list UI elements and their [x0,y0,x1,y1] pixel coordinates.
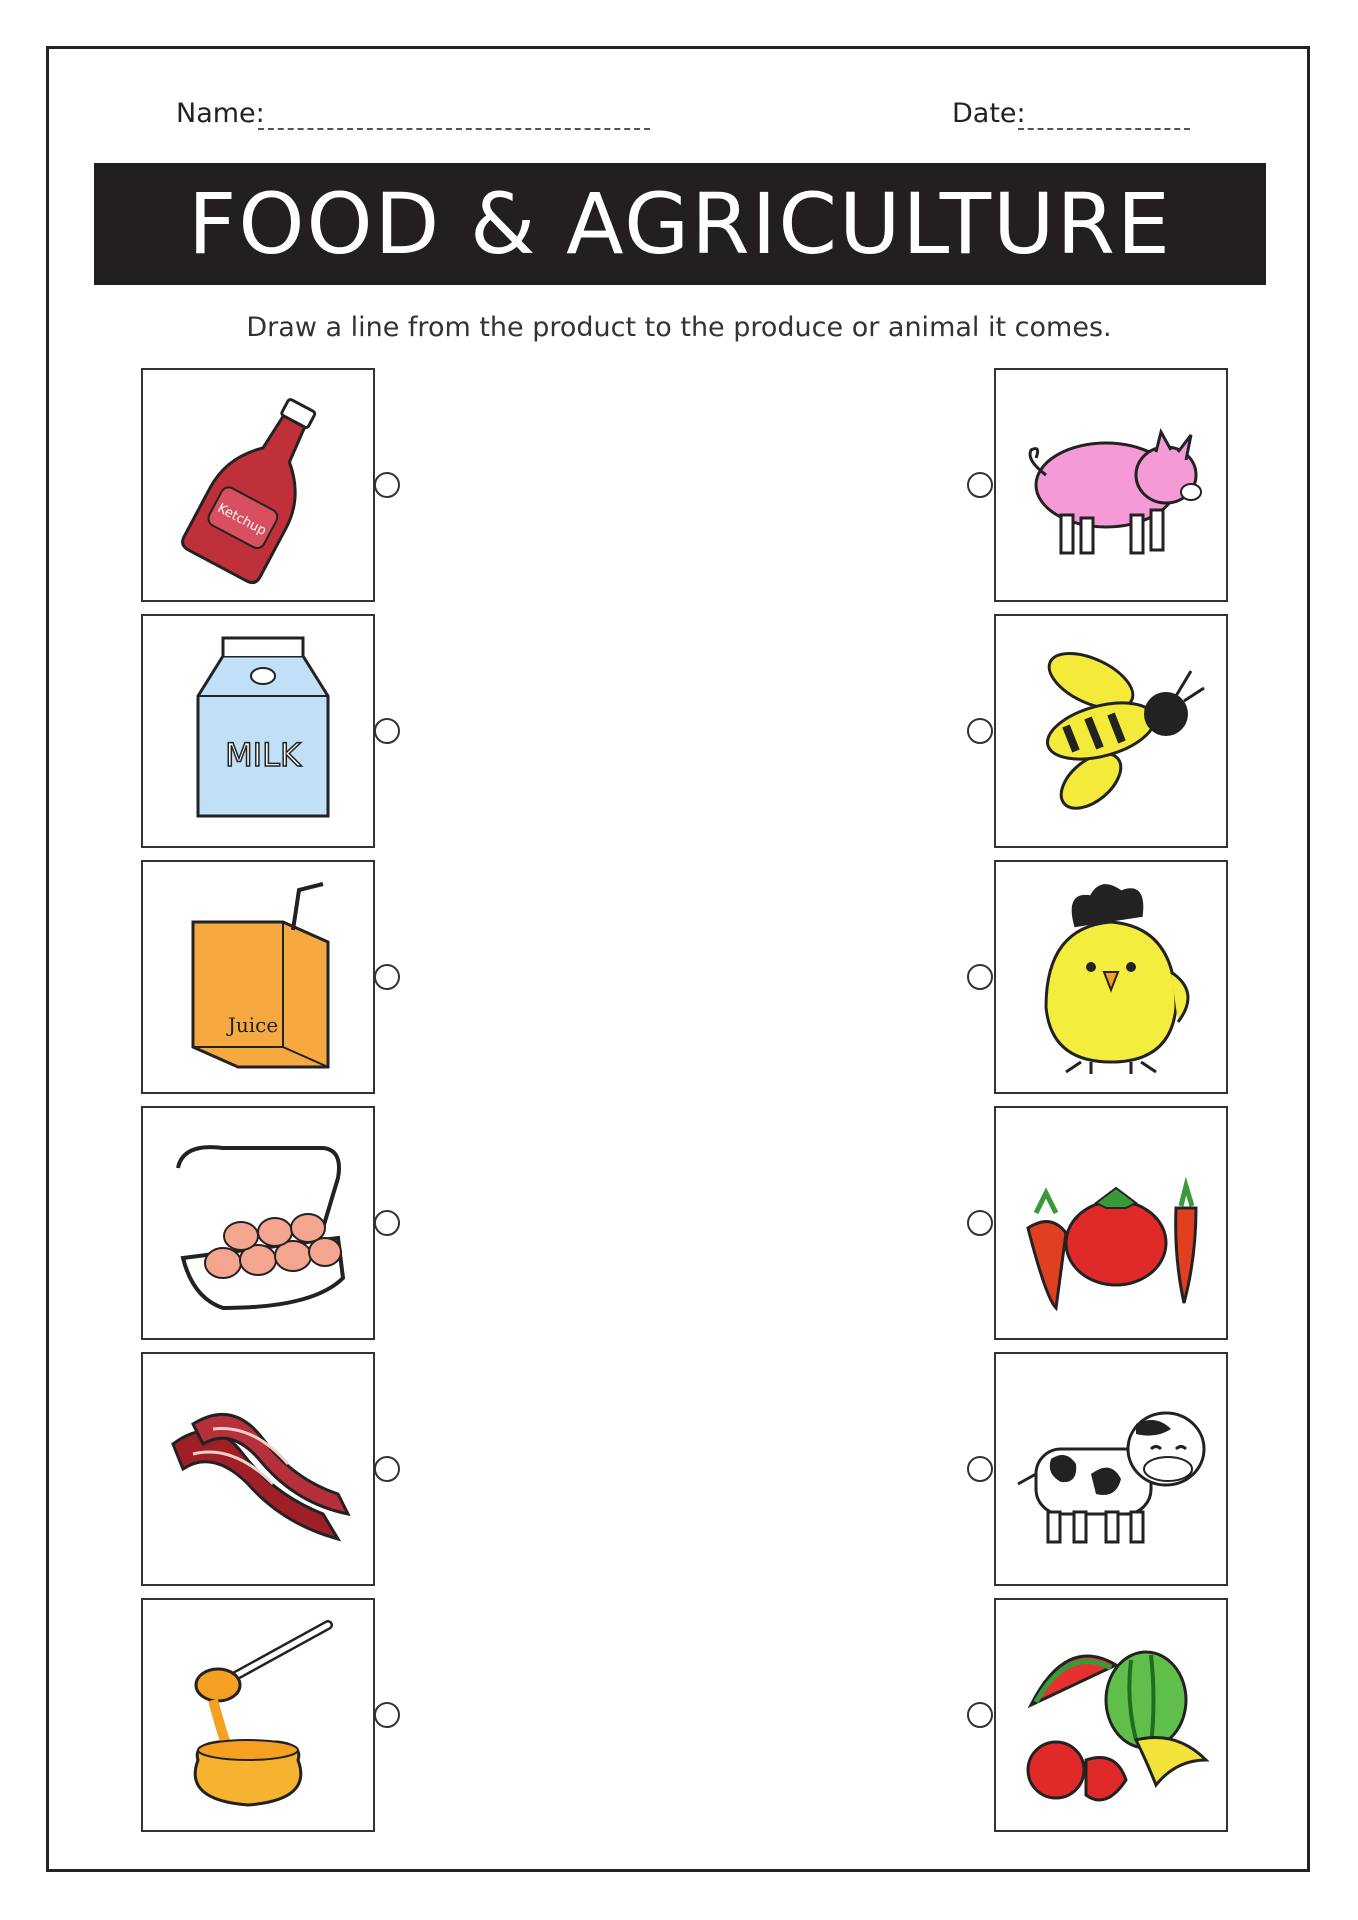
page-title: FOOD & AGRICULTURE [188,175,1172,273]
connector-left-1[interactable] [374,472,400,498]
card-juice [141,860,375,1094]
connector-right-1[interactable] [967,472,993,498]
card-bacon [141,1352,375,1586]
egg-carton-icon [153,1118,363,1328]
card-vegetables [994,1106,1228,1340]
instruction-text: Draw a line from the product to the produce or animal it comes. [246,312,1112,343]
card-honey [141,1598,375,1832]
juice-label: Juice [227,1013,279,1037]
card-bee [994,614,1228,848]
card-cow [994,1352,1228,1586]
connector-left-3[interactable] [374,964,400,990]
milk-carton-icon [153,626,363,836]
connector-right-5[interactable] [967,1456,993,1482]
card-ketchup [141,368,375,602]
card-fruits [994,1598,1228,1832]
ketchup-bottle-icon [153,380,363,590]
juice-box-icon [153,872,363,1082]
name-label: Name: [176,98,265,129]
connector-left-6[interactable] [374,1702,400,1728]
connector-left-4[interactable] [374,1210,400,1236]
connector-right-6[interactable] [967,1702,993,1728]
date-field[interactable] [1018,128,1190,130]
date-label: Date: [952,98,1026,129]
chicken-icon [1006,872,1216,1082]
card-chicken [994,860,1228,1094]
ketchup-label: Ketchup [214,500,269,539]
card-pig [994,368,1228,602]
connector-left-5[interactable] [374,1456,400,1482]
connector-right-4[interactable] [967,1210,993,1236]
vegetables-icon [1006,1118,1216,1328]
honey-jar-icon [153,1610,363,1820]
bacon-icon [153,1364,363,1574]
fruits-icon [1006,1610,1216,1820]
cow-icon [1006,1364,1216,1574]
connector-left-2[interactable] [374,718,400,744]
title-banner [94,163,1266,285]
bee-icon [1006,626,1216,836]
connector-right-3[interactable] [967,964,993,990]
card-milk [141,614,375,848]
connector-right-2[interactable] [967,718,993,744]
pig-icon [1006,380,1216,590]
card-eggs [141,1106,375,1340]
name-field[interactable] [258,128,650,130]
milk-label: MILK [225,736,301,774]
